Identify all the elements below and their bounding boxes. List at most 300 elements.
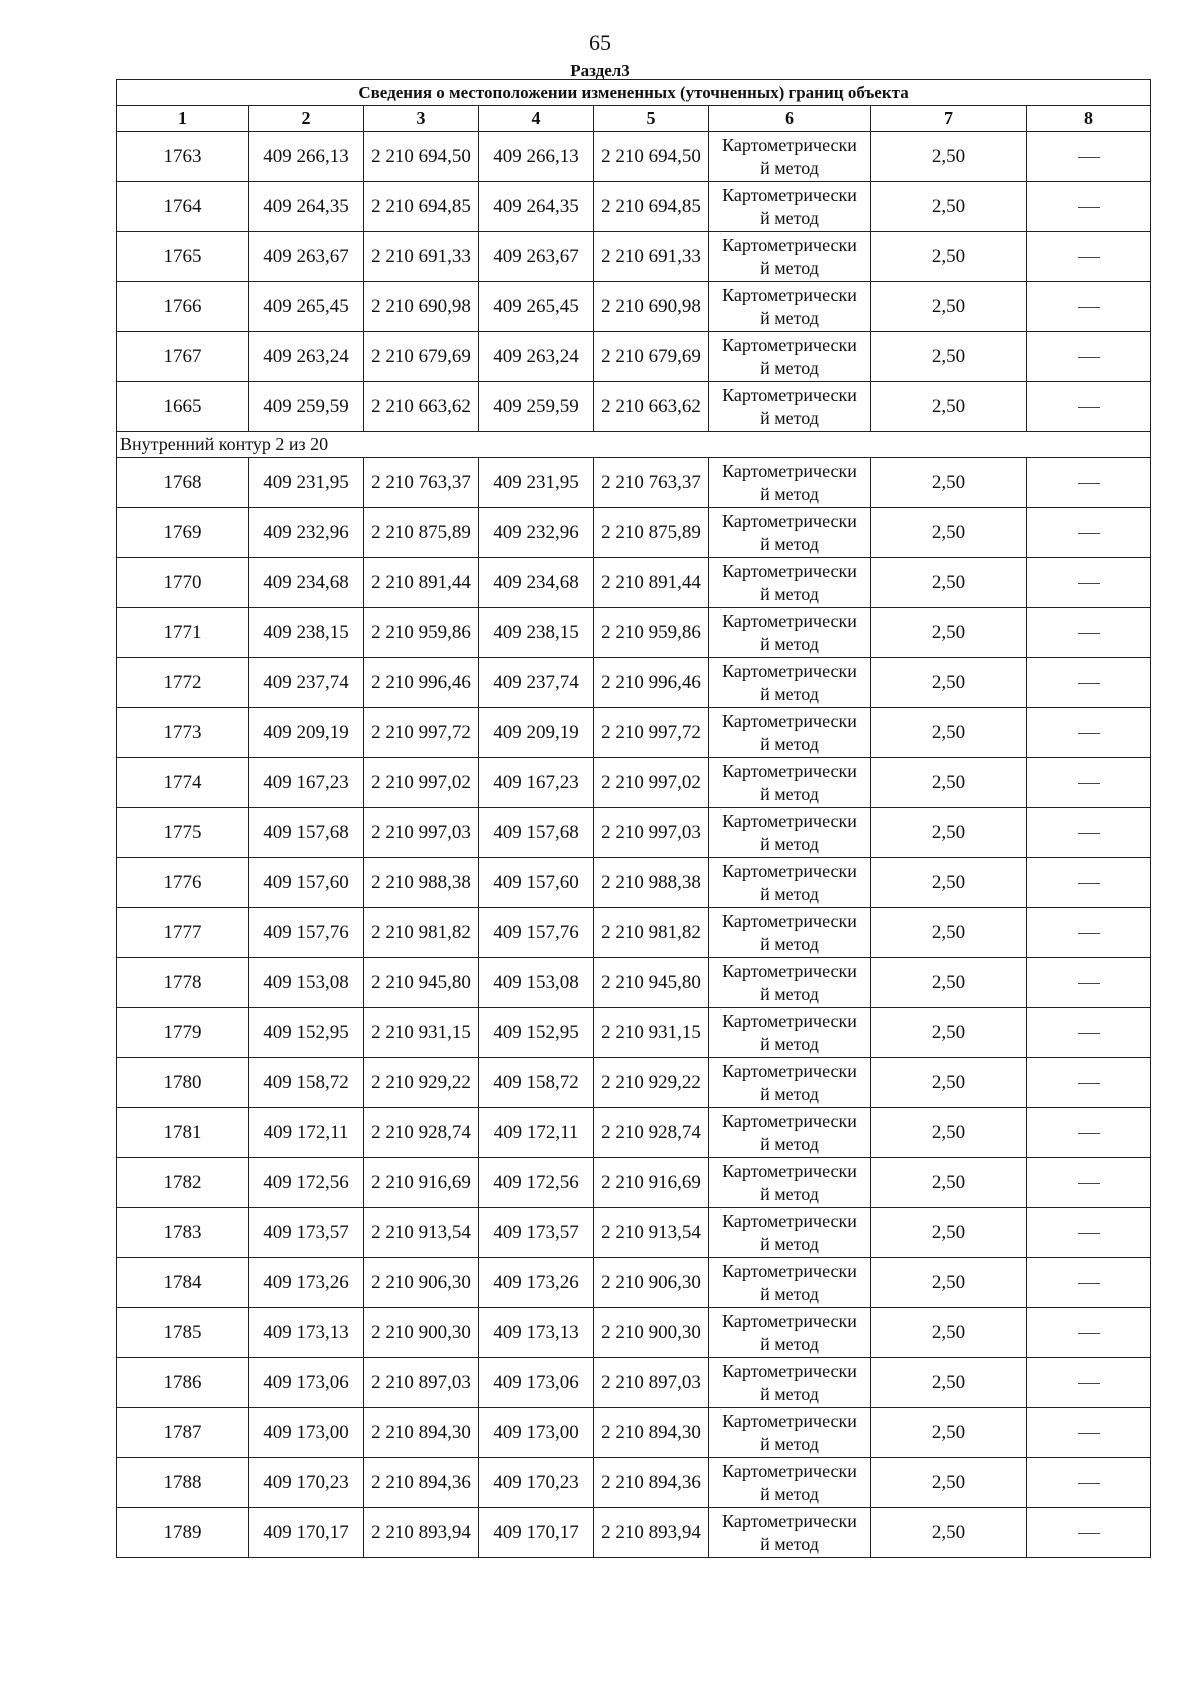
point-number-cell: 1763 bbox=[117, 132, 249, 182]
dash-mark bbox=[1078, 1083, 1100, 1084]
empty-value-cell bbox=[1027, 382, 1151, 432]
y-new-cell: 2 210 663,62 bbox=[594, 382, 709, 432]
dash-mark bbox=[1078, 1183, 1100, 1184]
y-new-cell: 2 210 929,22 bbox=[594, 1058, 709, 1108]
dash-mark bbox=[1078, 257, 1100, 258]
method-cell bbox=[709, 908, 871, 958]
point-number-cell: 1774 bbox=[117, 758, 249, 808]
empty-value-cell bbox=[1027, 808, 1151, 858]
x-old-cell: 409 259,59 bbox=[249, 382, 364, 432]
method-cell bbox=[709, 1258, 871, 1308]
empty-value-cell bbox=[1027, 658, 1151, 708]
y-new-cell: 2 210 875,89 bbox=[594, 508, 709, 558]
dash-mark bbox=[1078, 983, 1100, 984]
point-number-cell: 1788 bbox=[117, 1458, 249, 1508]
y-new-cell: 2 210 988,38 bbox=[594, 858, 709, 908]
empty-value-cell bbox=[1027, 758, 1151, 808]
table-row bbox=[117, 1058, 1151, 1108]
method-line-1: Картометрически bbox=[722, 910, 857, 931]
x-new-cell: 409 157,68 bbox=[479, 808, 594, 858]
precision-cell: 2,50 bbox=[871, 1508, 1027, 1558]
x-new-cell: 409 173,06 bbox=[479, 1358, 594, 1408]
method-line-1: Картометрически bbox=[722, 460, 857, 481]
empty-value-cell bbox=[1027, 182, 1151, 232]
method-cell bbox=[709, 1458, 871, 1508]
empty-value-cell bbox=[1027, 708, 1151, 758]
method-line-2: й метод bbox=[760, 1083, 819, 1104]
method-line-2: й метод bbox=[760, 1183, 819, 1204]
x-old-cell: 409 152,95 bbox=[249, 1008, 364, 1058]
x-old-cell: 409 172,56 bbox=[249, 1158, 364, 1208]
coordinates-table bbox=[116, 79, 1151, 1558]
empty-value-cell bbox=[1027, 608, 1151, 658]
dash-mark bbox=[1078, 783, 1100, 784]
point-number-cell: 1778 bbox=[117, 958, 249, 1008]
x-old-cell: 409 266,13 bbox=[249, 132, 364, 182]
point-number-cell: 1783 bbox=[117, 1208, 249, 1258]
method-line-2: й метод bbox=[760, 583, 819, 604]
method-cell bbox=[709, 232, 871, 282]
x-old-cell: 409 157,68 bbox=[249, 808, 364, 858]
x-new-cell: 409 153,08 bbox=[479, 958, 594, 1008]
method-line-1: Картометрически bbox=[722, 860, 857, 881]
method-line-1: Картометрически bbox=[722, 234, 857, 255]
x-new-cell: 409 173,57 bbox=[479, 1208, 594, 1258]
precision-cell: 2,50 bbox=[871, 1258, 1027, 1308]
dash-mark bbox=[1078, 1433, 1100, 1434]
method-cell bbox=[709, 282, 871, 332]
table-row bbox=[117, 232, 1151, 282]
method-line-2: й метод bbox=[760, 1283, 819, 1304]
table-row bbox=[117, 1358, 1151, 1408]
method-cell bbox=[709, 858, 871, 908]
method-line-2: й метод bbox=[760, 357, 819, 378]
y-old-cell: 2 210 928,74 bbox=[364, 1108, 479, 1158]
table-row bbox=[117, 1258, 1151, 1308]
method-line-2: й метод bbox=[760, 733, 819, 754]
dash-mark bbox=[1078, 357, 1100, 358]
empty-value-cell bbox=[1027, 1508, 1151, 1558]
y-new-cell: 2 210 694,85 bbox=[594, 182, 709, 232]
y-old-cell: 2 210 906,30 bbox=[364, 1258, 479, 1308]
empty-value-cell bbox=[1027, 1058, 1151, 1108]
x-old-cell: 409 237,74 bbox=[249, 658, 364, 708]
point-number-cell: 1764 bbox=[117, 182, 249, 232]
point-number-cell: 1771 bbox=[117, 608, 249, 658]
dash-mark bbox=[1078, 833, 1100, 834]
point-number-cell: 1766 bbox=[117, 282, 249, 332]
dash-mark bbox=[1078, 407, 1100, 408]
column-number-row bbox=[117, 106, 1151, 132]
dash-mark bbox=[1078, 1233, 1100, 1234]
table-row bbox=[117, 808, 1151, 858]
empty-value-cell bbox=[1027, 908, 1151, 958]
method-line-1: Картометрически bbox=[722, 660, 857, 681]
x-new-cell: 409 265,45 bbox=[479, 282, 594, 332]
x-old-cell: 409 209,19 bbox=[249, 708, 364, 758]
y-old-cell: 2 210 690,98 bbox=[364, 282, 479, 332]
empty-value-cell bbox=[1027, 958, 1151, 1008]
y-new-cell: 2 210 959,86 bbox=[594, 608, 709, 658]
empty-value-cell bbox=[1027, 1308, 1151, 1358]
section-label: Раздел3 bbox=[570, 61, 630, 80]
precision-cell: 2,50 bbox=[871, 182, 1027, 232]
y-new-cell: 2 210 694,50 bbox=[594, 132, 709, 182]
x-new-cell: 409 234,68 bbox=[479, 558, 594, 608]
x-new-cell: 409 170,17 bbox=[479, 1508, 594, 1558]
y-old-cell: 2 210 679,69 bbox=[364, 332, 479, 382]
dash-mark bbox=[1078, 207, 1100, 208]
table-row bbox=[117, 558, 1151, 608]
point-number-cell: 1768 bbox=[117, 458, 249, 508]
table-row bbox=[117, 508, 1151, 558]
x-old-cell: 409 170,17 bbox=[249, 1508, 364, 1558]
method-line-1: Картометрически bbox=[722, 1460, 857, 1481]
method-line-1: Картометрически bbox=[722, 610, 857, 631]
method-line-1: Картометрически bbox=[722, 334, 857, 355]
precision-cell: 2,50 bbox=[871, 1408, 1027, 1458]
method-line-1: Картометрически bbox=[722, 1260, 857, 1281]
x-new-cell: 409 237,74 bbox=[479, 658, 594, 708]
y-old-cell: 2 210 694,85 bbox=[364, 182, 479, 232]
precision-cell: 2,50 bbox=[871, 508, 1027, 558]
table-row bbox=[117, 1408, 1151, 1458]
y-old-cell: 2 210 959,86 bbox=[364, 608, 479, 658]
column-number: 8 bbox=[1027, 106, 1151, 132]
column-number: 1 bbox=[117, 106, 249, 132]
y-new-cell: 2 210 996,46 bbox=[594, 658, 709, 708]
x-new-cell: 409 266,13 bbox=[479, 132, 594, 182]
y-new-cell: 2 210 981,82 bbox=[594, 908, 709, 958]
y-old-cell: 2 210 763,37 bbox=[364, 458, 479, 508]
dash-mark bbox=[1078, 1483, 1100, 1484]
precision-cell: 2,50 bbox=[871, 332, 1027, 382]
method-line-2: й метод bbox=[760, 307, 819, 328]
x-old-cell: 409 234,68 bbox=[249, 558, 364, 608]
method-cell bbox=[709, 1508, 871, 1558]
x-new-cell: 409 167,23 bbox=[479, 758, 594, 808]
dash-mark bbox=[1078, 933, 1100, 934]
empty-value-cell bbox=[1027, 1008, 1151, 1058]
empty-value-cell bbox=[1027, 282, 1151, 332]
x-new-cell: 409 238,15 bbox=[479, 608, 594, 658]
method-line-2: й метод bbox=[760, 983, 819, 1004]
y-new-cell: 2 210 900,30 bbox=[594, 1308, 709, 1358]
point-number-cell: 1781 bbox=[117, 1108, 249, 1158]
y-old-cell: 2 210 997,02 bbox=[364, 758, 479, 808]
method-line-1: Картометрически bbox=[722, 1510, 857, 1531]
precision-cell: 2,50 bbox=[871, 808, 1027, 858]
table-body bbox=[117, 132, 1151, 1558]
table-row bbox=[117, 908, 1151, 958]
method-line-1: Картометрически bbox=[722, 134, 857, 155]
method-cell bbox=[709, 558, 871, 608]
y-old-cell: 2 210 893,94 bbox=[364, 1508, 479, 1558]
x-new-cell: 409 170,23 bbox=[479, 1458, 594, 1508]
y-old-cell: 2 210 981,82 bbox=[364, 908, 479, 958]
point-number-cell: 1782 bbox=[117, 1158, 249, 1208]
method-line-2: й метод bbox=[760, 207, 819, 228]
y-new-cell: 2 210 894,36 bbox=[594, 1458, 709, 1508]
method-line-1: Картометрически bbox=[722, 1160, 857, 1181]
table-row bbox=[117, 608, 1151, 658]
method-cell bbox=[709, 708, 871, 758]
x-old-cell: 409 263,24 bbox=[249, 332, 364, 382]
precision-cell: 2,50 bbox=[871, 282, 1027, 332]
dash-mark bbox=[1078, 883, 1100, 884]
contour-row bbox=[117, 432, 1151, 458]
point-number-cell: 1767 bbox=[117, 332, 249, 382]
empty-value-cell bbox=[1027, 458, 1151, 508]
method-cell bbox=[709, 1358, 871, 1408]
y-old-cell: 2 210 900,30 bbox=[364, 1308, 479, 1358]
method-cell bbox=[709, 1208, 871, 1258]
y-new-cell: 2 210 897,03 bbox=[594, 1358, 709, 1408]
table-row bbox=[117, 658, 1151, 708]
x-old-cell: 409 170,23 bbox=[249, 1458, 364, 1508]
y-old-cell: 2 210 897,03 bbox=[364, 1358, 479, 1408]
point-number-cell: 1787 bbox=[117, 1408, 249, 1458]
table-row bbox=[117, 132, 1151, 182]
y-old-cell: 2 210 875,89 bbox=[364, 508, 479, 558]
y-old-cell: 2 210 945,80 bbox=[364, 958, 479, 1008]
precision-cell: 2,50 bbox=[871, 608, 1027, 658]
dash-mark bbox=[1078, 583, 1100, 584]
contour-label: Внутренний контур 2 из 20 bbox=[117, 432, 1151, 458]
x-old-cell: 409 173,57 bbox=[249, 1208, 364, 1258]
y-old-cell: 2 210 663,62 bbox=[364, 382, 479, 432]
y-new-cell: 2 210 906,30 bbox=[594, 1258, 709, 1308]
method-cell bbox=[709, 1408, 871, 1458]
method-line-2: й метод bbox=[760, 1483, 819, 1504]
method-line-2: й метод bbox=[760, 533, 819, 554]
column-number: 5 bbox=[594, 106, 709, 132]
empty-value-cell bbox=[1027, 1208, 1151, 1258]
y-new-cell: 2 210 763,37 bbox=[594, 458, 709, 508]
method-line-1: Картометрически bbox=[722, 1110, 857, 1131]
dash-mark bbox=[1078, 307, 1100, 308]
precision-cell: 2,50 bbox=[871, 458, 1027, 508]
y-old-cell: 2 210 891,44 bbox=[364, 558, 479, 608]
table-row bbox=[117, 758, 1151, 808]
method-line-1: Картометрически bbox=[722, 1060, 857, 1081]
point-number-cell: 1777 bbox=[117, 908, 249, 958]
y-new-cell: 2 210 997,03 bbox=[594, 808, 709, 858]
method-line-2: й метод bbox=[760, 633, 819, 654]
y-old-cell: 2 210 894,30 bbox=[364, 1408, 479, 1458]
y-old-cell: 2 210 997,03 bbox=[364, 808, 479, 858]
dash-mark bbox=[1078, 1283, 1100, 1284]
x-old-cell: 409 157,60 bbox=[249, 858, 364, 908]
x-old-cell: 409 231,95 bbox=[249, 458, 364, 508]
method-line-2: й метод bbox=[760, 407, 819, 428]
table-caption: Сведения о местоположении измененных (уточненных) границ объекта bbox=[117, 80, 1151, 106]
y-new-cell: 2 210 945,80 bbox=[594, 958, 709, 1008]
x-new-cell: 409 232,96 bbox=[479, 508, 594, 558]
x-new-cell: 409 152,95 bbox=[479, 1008, 594, 1058]
x-old-cell: 409 157,76 bbox=[249, 908, 364, 958]
x-old-cell: 409 173,26 bbox=[249, 1258, 364, 1308]
y-new-cell: 2 210 691,33 bbox=[594, 232, 709, 282]
empty-value-cell bbox=[1027, 858, 1151, 908]
x-old-cell: 409 172,11 bbox=[249, 1108, 364, 1158]
precision-cell: 2,50 bbox=[871, 1008, 1027, 1058]
x-old-cell: 409 238,15 bbox=[249, 608, 364, 658]
method-line-1: Картометрически bbox=[722, 1010, 857, 1031]
x-new-cell: 409 264,35 bbox=[479, 182, 594, 232]
method-line-1: Картометрически bbox=[722, 1360, 857, 1381]
method-line-2: й метод bbox=[760, 157, 819, 178]
precision-cell: 2,50 bbox=[871, 382, 1027, 432]
x-new-cell: 409 231,95 bbox=[479, 458, 594, 508]
x-new-cell: 409 158,72 bbox=[479, 1058, 594, 1108]
x-new-cell: 409 157,76 bbox=[479, 908, 594, 958]
table-row bbox=[117, 182, 1151, 232]
empty-value-cell bbox=[1027, 1158, 1151, 1208]
empty-value-cell bbox=[1027, 1458, 1151, 1508]
y-old-cell: 2 210 988,38 bbox=[364, 858, 479, 908]
method-line-1: Картометрически bbox=[722, 960, 857, 981]
precision-cell: 2,50 bbox=[871, 1358, 1027, 1408]
method-line-2: й метод bbox=[760, 1033, 819, 1054]
point-number-cell: 1769 bbox=[117, 508, 249, 558]
method-cell bbox=[709, 1058, 871, 1108]
empty-value-cell bbox=[1027, 558, 1151, 608]
x-old-cell: 409 173,06 bbox=[249, 1358, 364, 1408]
y-old-cell: 2 210 929,22 bbox=[364, 1058, 479, 1108]
precision-cell: 2,50 bbox=[871, 132, 1027, 182]
column-number: 3 bbox=[364, 106, 479, 132]
method-cell bbox=[709, 458, 871, 508]
precision-cell: 2,50 bbox=[871, 558, 1027, 608]
dash-mark bbox=[1078, 1533, 1100, 1534]
empty-value-cell bbox=[1027, 508, 1151, 558]
table-row bbox=[117, 1108, 1151, 1158]
method-line-2: й метод bbox=[760, 1383, 819, 1404]
y-new-cell: 2 210 893,94 bbox=[594, 1508, 709, 1558]
dash-mark bbox=[1078, 633, 1100, 634]
y-new-cell: 2 210 891,44 bbox=[594, 558, 709, 608]
x-old-cell: 409 232,96 bbox=[249, 508, 364, 558]
method-cell bbox=[709, 132, 871, 182]
method-line-1: Картометрически bbox=[722, 710, 857, 731]
x-new-cell: 409 173,13 bbox=[479, 1308, 594, 1358]
precision-cell: 2,50 bbox=[871, 858, 1027, 908]
x-old-cell: 409 173,00 bbox=[249, 1408, 364, 1458]
dash-mark bbox=[1078, 1383, 1100, 1384]
method-cell bbox=[709, 1308, 871, 1358]
method-line-2: й метод bbox=[760, 1233, 819, 1254]
y-new-cell: 2 210 928,74 bbox=[594, 1108, 709, 1158]
method-line-2: й метод bbox=[760, 683, 819, 704]
x-new-cell: 409 172,56 bbox=[479, 1158, 594, 1208]
point-number-cell: 1770 bbox=[117, 558, 249, 608]
method-line-2: й метод bbox=[760, 257, 819, 278]
method-line-1: Картометрически bbox=[722, 384, 857, 405]
method-line-1: Картометрически bbox=[722, 810, 857, 831]
dash-mark bbox=[1078, 733, 1100, 734]
page-number: 65 bbox=[589, 30, 611, 55]
method-cell bbox=[709, 758, 871, 808]
method-line-1: Картометрически bbox=[722, 760, 857, 781]
table-row bbox=[117, 1308, 1151, 1358]
precision-cell: 2,50 bbox=[871, 1208, 1027, 1258]
x-new-cell: 409 263,24 bbox=[479, 332, 594, 382]
method-line-2: й метод bbox=[760, 833, 819, 854]
y-old-cell: 2 210 997,72 bbox=[364, 708, 479, 758]
point-number-cell: 1665 bbox=[117, 382, 249, 432]
point-number-cell: 1773 bbox=[117, 708, 249, 758]
method-line-1: Картометрически bbox=[722, 1210, 857, 1231]
method-line-2: й метод bbox=[760, 1133, 819, 1154]
precision-cell: 2,50 bbox=[871, 1108, 1027, 1158]
y-new-cell: 2 210 690,98 bbox=[594, 282, 709, 332]
table-row bbox=[117, 332, 1151, 382]
table-row bbox=[117, 1208, 1151, 1258]
method-line-1: Картометрически bbox=[722, 1310, 857, 1331]
method-line-2: й метод bbox=[760, 1433, 819, 1454]
method-cell bbox=[709, 808, 871, 858]
method-line-2: й метод bbox=[760, 483, 819, 504]
dash-mark bbox=[1078, 1033, 1100, 1034]
y-new-cell: 2 210 913,54 bbox=[594, 1208, 709, 1258]
empty-value-cell bbox=[1027, 132, 1151, 182]
dash-mark bbox=[1078, 483, 1100, 484]
y-old-cell: 2 210 996,46 bbox=[364, 658, 479, 708]
y-old-cell: 2 210 894,36 bbox=[364, 1458, 479, 1508]
table-row bbox=[117, 458, 1151, 508]
method-cell bbox=[709, 1158, 871, 1208]
method-line-2: й метод bbox=[760, 883, 819, 904]
y-new-cell: 2 210 931,15 bbox=[594, 1008, 709, 1058]
x-old-cell: 409 153,08 bbox=[249, 958, 364, 1008]
method-cell bbox=[709, 1008, 871, 1058]
method-cell bbox=[709, 958, 871, 1008]
dash-mark bbox=[1078, 683, 1100, 684]
method-line-2: й метод bbox=[760, 933, 819, 954]
empty-value-cell bbox=[1027, 1108, 1151, 1158]
x-old-cell: 409 167,23 bbox=[249, 758, 364, 808]
method-line-1: Картометрически bbox=[722, 284, 857, 305]
x-new-cell: 409 172,11 bbox=[479, 1108, 594, 1158]
method-line-1: Картометрически bbox=[722, 184, 857, 205]
y-new-cell: 2 210 894,30 bbox=[594, 1408, 709, 1458]
empty-value-cell bbox=[1027, 232, 1151, 282]
point-number-cell: 1772 bbox=[117, 658, 249, 708]
x-new-cell: 409 259,59 bbox=[479, 382, 594, 432]
x-new-cell: 409 209,19 bbox=[479, 708, 594, 758]
column-number: 4 bbox=[479, 106, 594, 132]
y-old-cell: 2 210 691,33 bbox=[364, 232, 479, 282]
precision-cell: 2,50 bbox=[871, 908, 1027, 958]
precision-cell: 2,50 bbox=[871, 1158, 1027, 1208]
column-number: 6 bbox=[709, 106, 871, 132]
dash-mark bbox=[1078, 157, 1100, 158]
method-cell bbox=[709, 608, 871, 658]
y-old-cell: 2 210 931,15 bbox=[364, 1008, 479, 1058]
x-new-cell: 409 263,67 bbox=[479, 232, 594, 282]
table-row bbox=[117, 708, 1151, 758]
table-row bbox=[117, 1458, 1151, 1508]
x-old-cell: 409 264,35 bbox=[249, 182, 364, 232]
y-new-cell: 2 210 679,69 bbox=[594, 332, 709, 382]
table-row bbox=[117, 1508, 1151, 1558]
method-line-1: Картометрически bbox=[722, 1410, 857, 1431]
table-row bbox=[117, 382, 1151, 432]
method-line-2: й метод bbox=[760, 1533, 819, 1554]
method-cell bbox=[709, 332, 871, 382]
x-new-cell: 409 173,26 bbox=[479, 1258, 594, 1308]
